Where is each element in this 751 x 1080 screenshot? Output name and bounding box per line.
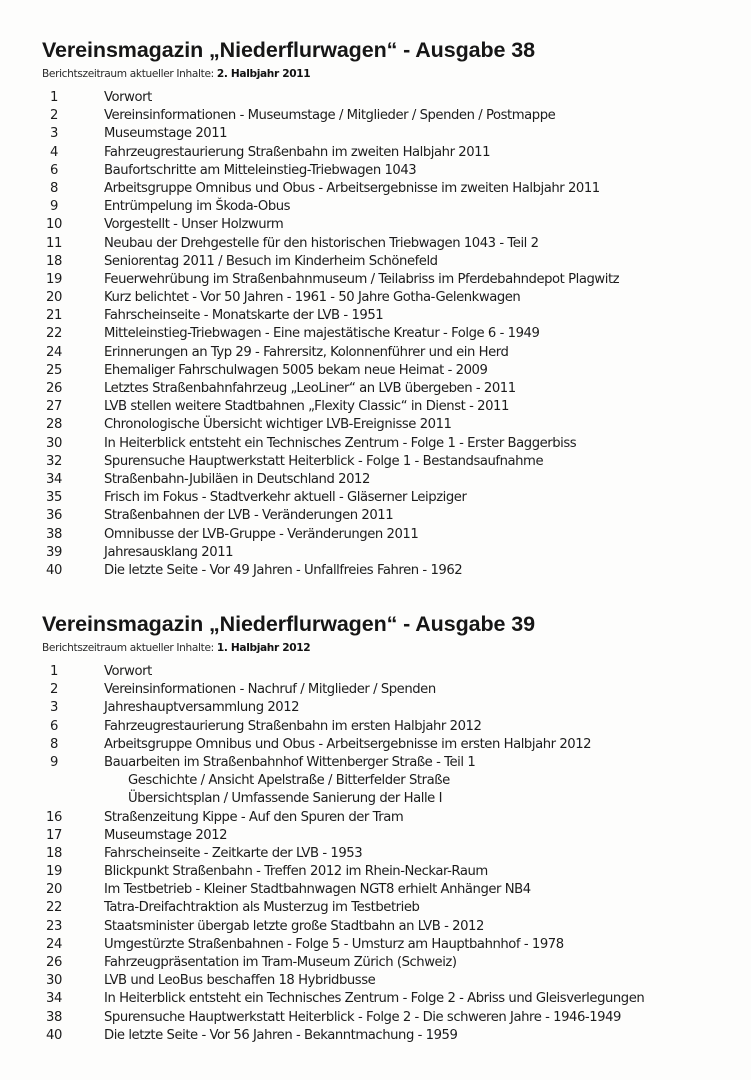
page-number: 30 (46, 973, 62, 989)
article-title: In Heiterblick entsteht ein Technisches Zentrum - Folge 2 - Abriss und Gleisverlegungen (104, 991, 645, 1007)
article-title: Umgestürzte Straßenbahnen - Folge 5 - Umsturz am Hauptbahnhof - 1978 (104, 936, 564, 952)
toc-entry (42, 435, 742, 453)
toc-entry (42, 736, 742, 754)
page-number: 32 (46, 453, 62, 469)
page-number: 26 (46, 955, 62, 970)
toc-entry (42, 681, 742, 699)
toc-entry (42, 990, 742, 1008)
toc-entry (42, 344, 742, 362)
article-title: Museumstage 2011 (104, 126, 228, 142)
page-number: 3 (50, 700, 58, 716)
table-of-contents (42, 663, 742, 1045)
article-title: LVB und LeoBus beschaffen 18 Hybridbusse (104, 973, 376, 989)
toc-entry (42, 416, 742, 434)
article-title: Die letzte Seite - Vor 49 Jahren - Unfallfreies Fahren - 1962 (104, 562, 463, 578)
article-title: Chronologische Übersicht wichtiger LVB-Ereignisse 2011 (104, 417, 452, 433)
page-number: 20 (46, 290, 62, 306)
issue-title: Vereinsmagazin „Niederflurwagen“ - Ausgabe 38 (42, 38, 535, 62)
toc-entry (42, 1027, 742, 1045)
article-title: Die letzte Seite - Vor 56 Jahren - Bekanntmachung - 1959 (104, 1027, 458, 1043)
article-title: Spurensuche Hauptwerkstatt Heiterblick - Folge 1 - Bestandsaufnahme (104, 453, 544, 469)
article-title: Vereinsinformationen - Museumstage / Mitglieder / Spenden / Postmappe (104, 108, 556, 124)
page-number: 35 (46, 490, 62, 506)
toc-entry (42, 562, 742, 580)
toc-entry (42, 180, 742, 198)
article-title: Fahrscheinseite - Zeitkarte der LVB - 1953 (104, 845, 363, 861)
page-number: 8 (50, 180, 58, 196)
page-number: 17 (46, 827, 62, 843)
page-number: 19 (46, 271, 62, 287)
toc-entry (42, 507, 742, 525)
article-title: Kurz belichtet - Vor 50 Jahren - 1961 - 50 Jahre Gotha-Gelenkwagen (104, 290, 521, 306)
issue-title: Vereinsmagazin „Niederflurwagen“ - Ausgabe 39 (42, 612, 535, 636)
page-number: 6 (50, 162, 58, 178)
page-number: 22 (46, 326, 62, 342)
toc-entry (42, 663, 742, 681)
page-number: 8 (50, 736, 58, 752)
article-title: Frisch im Fokus - Stadtverkehr aktuell - Gläserner Leipziger (104, 490, 467, 506)
article-title: Erinnerungen an Typ 29 - Fahrersitz, Kolonnenführer und ein Herd (104, 344, 509, 360)
page-number: 40 (46, 562, 62, 578)
page-number: 27 (46, 399, 62, 415)
page-number: 9 (50, 754, 58, 770)
article-title: Neubau der Drehgestelle für den historischen Triebwagen 1043 - Teil 2 (104, 235, 539, 251)
toc-entry (42, 107, 742, 125)
toc-entry (42, 489, 742, 507)
article-title: LVB stellen weitere Stadtbahnen „Flexity Classic“ in Dienst - 2011 (104, 399, 509, 415)
toc-entry (42, 918, 742, 936)
toc-entry (42, 198, 742, 216)
page-number: 24 (46, 936, 62, 952)
article-title: Vorgestellt - Unser Holzwurm (104, 217, 284, 233)
article-title: Fahrzeugrestaurierung Straßenbahn im zweiten Halbjahr 2011 (104, 144, 491, 160)
page-number: 23 (46, 918, 62, 934)
article-title: Arbeitsgruppe Omnibus und Obus - Arbeitsergebnisse im ersten Halbjahr 2012 (104, 736, 592, 752)
toc-entry (42, 754, 742, 772)
page-number: 6 (50, 718, 58, 734)
toc-entry (42, 1009, 742, 1027)
article-title: Omnibusse der LVB-Gruppe - Veränderungen 2011 (104, 526, 419, 542)
toc-entry (42, 699, 742, 717)
toc-entry (42, 89, 742, 107)
page-number: 25 (46, 362, 62, 378)
article-title: Blickpunkt Straßenbahn - Treffen 2012 im Rhein-Neckar-Raum (104, 864, 488, 880)
reporting-period-value: 1. Halbjahr 2012 (216, 642, 311, 654)
article-title: Im Testbetrieb - Kleiner Stadtbahnwagen NGT8 erhielt Anhänger NB4 (104, 882, 531, 898)
article-title: Letztes Straßenbahnfahrzeug „LeoLiner“ an LVB übergeben - 2011 (104, 381, 516, 396)
article-title: Vorwort (104, 90, 152, 105)
page-number: 9 (50, 199, 58, 215)
toc-entry (42, 471, 742, 489)
toc-entry (42, 162, 742, 180)
page-number: 26 (46, 381, 62, 396)
page-number: 34 (46, 471, 62, 487)
toc-entry (42, 453, 742, 471)
article-title: Museumstage 2012 (104, 827, 228, 843)
page-number: 38 (46, 1009, 62, 1025)
article-title: Spurensuche Hauptwerkstatt Heiterblick - Folge 2 - Die schweren Jahre - 1946-1949 (104, 1009, 621, 1025)
page-number: 18 (46, 253, 62, 269)
article-title: Baufortschritte am Mitteleinstieg-Triebwagen 1043 (104, 162, 417, 178)
page-number: 21 (46, 308, 62, 324)
article-title: Seniorentag 2011 / Besuch im Kinderheim Schönefeld (104, 253, 438, 269)
toc-subentry (42, 772, 742, 790)
article-title: In Heiterblick entsteht ein Technisches Zentrum - Folge 1 - Erster Baggerbiss (104, 435, 577, 451)
article-title: Vorwort (104, 664, 152, 679)
page-number: 19 (46, 864, 62, 880)
toc-entry (42, 863, 742, 881)
article-title: Straßenzeitung Kippe - Auf den Spuren der Tram (104, 809, 404, 825)
toc-entry (42, 216, 742, 234)
toc-entry (42, 271, 742, 289)
toc-entry (42, 718, 742, 736)
toc-entry (42, 253, 742, 271)
page-number: 18 (46, 845, 62, 861)
toc-entry (42, 845, 742, 863)
article-title: Fahrscheinseite - Monatskarte der LVB - 1951 (104, 308, 384, 324)
toc-entry (42, 325, 742, 343)
article-title: Straßenbahnen der LVB - Veränderungen 2011 (104, 508, 394, 524)
article-title: Feuerwehrübung im Straßenbahnmuseum / Teilabriss im Pferdebahndepot Plagwitz (104, 271, 620, 287)
toc-entry (42, 362, 742, 380)
toc-entry (42, 380, 742, 398)
page-number: 4 (50, 144, 58, 160)
toc-entry (42, 398, 742, 416)
toc-entry (42, 972, 742, 990)
article-title: Ehemaliger Fahrschulwagen 5005 bekam neue Heimat - 2009 (104, 362, 488, 378)
page-number: 1 (50, 664, 58, 679)
page-number: 16 (46, 809, 62, 825)
issue-39-section (42, 610, 742, 1045)
article-title: Jahresausklang 2011 (104, 544, 234, 560)
reporting-period (42, 641, 742, 655)
toc-entry (42, 936, 742, 954)
page-number: 1 (50, 90, 58, 105)
article-title: Arbeitsgruppe Omnibus und Obus - Arbeitsergebnisse im zweiten Halbjahr 2011 (104, 180, 600, 196)
toc-entry (42, 827, 742, 845)
page-number: 2 (50, 108, 58, 124)
page-number: 40 (46, 1027, 62, 1043)
toc-entry (42, 526, 742, 544)
article-title: Entrümpelung im Škoda-Obus (104, 199, 291, 215)
page-number: 39 (46, 544, 62, 560)
page-number: 3 (50, 126, 58, 142)
article-title: Straßenbahn-Jubiläen in Deutschland 2012 (104, 471, 370, 487)
toc-entry (42, 307, 742, 325)
article-title: Mitteleinstieg-Triebwagen - Eine majestätische Kreatur - Folge 6 - 1949 (104, 326, 540, 342)
reporting-period-label: Berichtszeitraum aktueller Inhalte: (42, 68, 217, 80)
table-of-contents (42, 89, 742, 580)
toc-entry (42, 899, 742, 917)
article-title: Jahreshauptversammlung 2012 (104, 700, 300, 716)
page-number: 36 (46, 508, 62, 524)
page-number: 34 (46, 991, 62, 1007)
page-number: 10 (46, 217, 62, 233)
article-title: Fahrzeugrestaurierung Straßenbahn im ersten Halbjahr 2012 (104, 718, 482, 734)
article-title: Fahrzeugpräsentation im Tram-Museum Zürich (Schweiz) (104, 955, 457, 970)
reporting-period-label: Berichtszeitraum aktueller Inhalte: (42, 642, 217, 654)
article-title: Vereinsinformationen - Nachruf / Mitglieder / Spenden (104, 682, 436, 698)
page-number: 11 (46, 235, 62, 251)
toc-entry (42, 544, 742, 562)
toc-entry (42, 144, 742, 162)
page-number: 38 (46, 526, 62, 542)
page-number: 22 (46, 900, 62, 916)
issue-38-section (42, 36, 742, 580)
reporting-period-value: 2. Halbjahr 2011 (216, 68, 311, 80)
toc-subentry (42, 790, 742, 808)
page-number: 24 (46, 344, 62, 360)
page-number: 30 (46, 435, 62, 451)
page-number: 20 (46, 882, 62, 898)
toc-entry (42, 809, 742, 827)
page-number: 2 (50, 682, 58, 698)
toc-entry (42, 881, 742, 899)
toc-entry (42, 954, 742, 972)
toc-entry (42, 235, 742, 253)
article-title: Übersichtsplan / Umfassende Sanierung der Halle I (128, 791, 443, 807)
article-title: Tatra-Dreifachtraktion als Musterzug im Testbetrieb (104, 900, 420, 916)
toc-entry (42, 125, 742, 143)
article-title: Geschichte / Ansicht Apelstraße / Bitterfelder Straße (128, 773, 450, 789)
page-number: 28 (46, 417, 62, 433)
article-title: Staatsminister übergab letzte große Stadtbahn an LVB - 2012 (104, 918, 484, 934)
toc-entry (42, 289, 742, 307)
reporting-period (42, 67, 742, 81)
article-title: Bauarbeiten im Straßenbahnhof Wittenberger Straße - Teil 1 (104, 754, 476, 770)
